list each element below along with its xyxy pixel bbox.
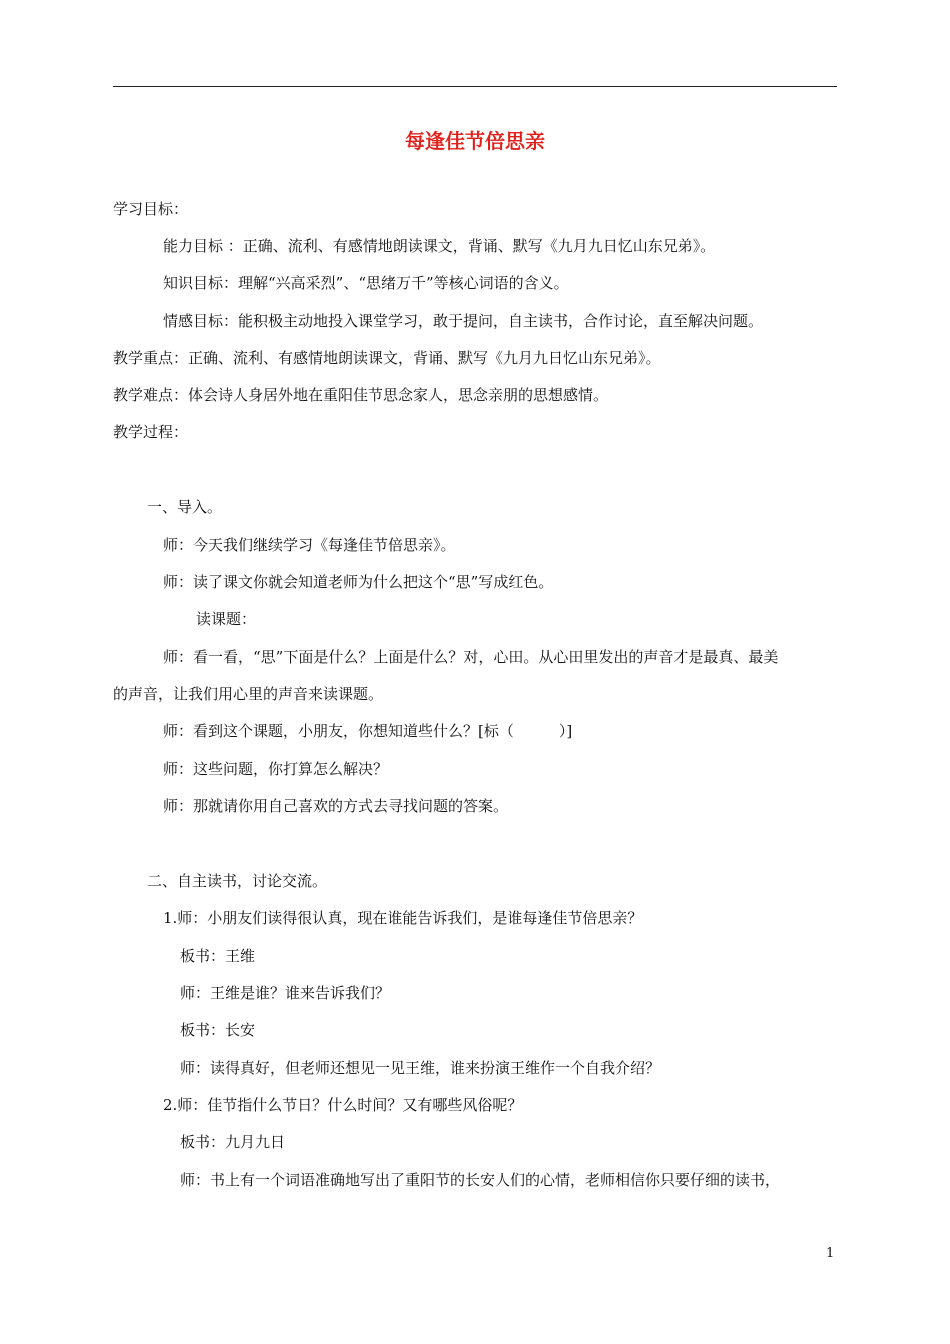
section1-line: 师：那就请你用自己喜欢的方式去寻找问题的答案。: [163, 797, 509, 815]
section1-line: 的声音，让我们用心里的声音来读课题。: [113, 685, 384, 703]
section1-line: 师：读了课文你就会知道老师为什么把这个“思”写成红色。: [163, 573, 554, 591]
section2-line: 2.师：佳节指什么节日？什么时间？又有哪些风俗呢？: [163, 1096, 523, 1114]
section2-line: 板书：长安: [180, 1021, 256, 1039]
objectives-heading: 学习目标：: [113, 200, 189, 218]
section2-line: 板书：王维: [180, 947, 256, 965]
header-rule: [113, 86, 837, 87]
section2-line: 师：王维是谁？谁来告诉我们？: [180, 984, 391, 1002]
section2-line: 1.师：小朋友们读得很认真，现在谁能告诉我们，是谁每逢佳节倍思亲？: [163, 909, 643, 927]
process-heading: 教学过程：: [113, 423, 189, 441]
section2-heading: 二、自主读书，讨论交流。: [147, 872, 328, 890]
knowledge-objective: 知识目标：理解“兴高采烈”、“思绪万千”等核心词语的含义。: [163, 274, 569, 292]
emotion-objective: 情感目标：能积极主动地投入课堂学习，敢于提问，自主读书，合作讨论，直至解决问题。: [163, 312, 764, 330]
key-point: 教学重点：正确、流利、有感情地朗读课文，背诵、默写《九月九日忆山东兄弟》。: [113, 349, 661, 367]
section2-line: 板书：九月九日: [180, 1133, 286, 1151]
section1-line: 师：看一看，“思”下面是什么？上面是什么？对，心田。从心田里发出的声音才是最真、最美: [163, 648, 779, 666]
page-number: 1: [826, 1246, 835, 1261]
section2-line: 师：书上有一个词语准确地写出了重阳节的长安人们的心情，老师相信你只要仔细的读书，: [180, 1171, 781, 1189]
difficulty: 教学难点：体会诗人身居外地在重阳佳节思念家人，思念亲朋的思想感情。: [113, 386, 609, 404]
section1-line: 师：这些问题，你打算怎么解决？: [163, 760, 389, 778]
section1-line: 读课题：: [196, 610, 257, 628]
page-title: 每逢佳节倍思亲: [405, 129, 545, 153]
ability-objective: 能力目标 ：正确、流利、有感情地朗读课文，背诵、默写《九月九日忆山东兄弟》。: [163, 237, 716, 255]
section2-line: 师：读得真好，但老师还想见一见王维，谁来扮演王维作一个自我介绍？: [180, 1059, 661, 1077]
section1-line: 师：看到这个课题，小朋友，你想知道些什么？[标（ ）]: [163, 722, 573, 740]
section1-line: 师：今天我们继续学习《每逢佳节倍思亲》。: [163, 536, 456, 554]
section1-heading: 一、导入。: [147, 498, 223, 516]
